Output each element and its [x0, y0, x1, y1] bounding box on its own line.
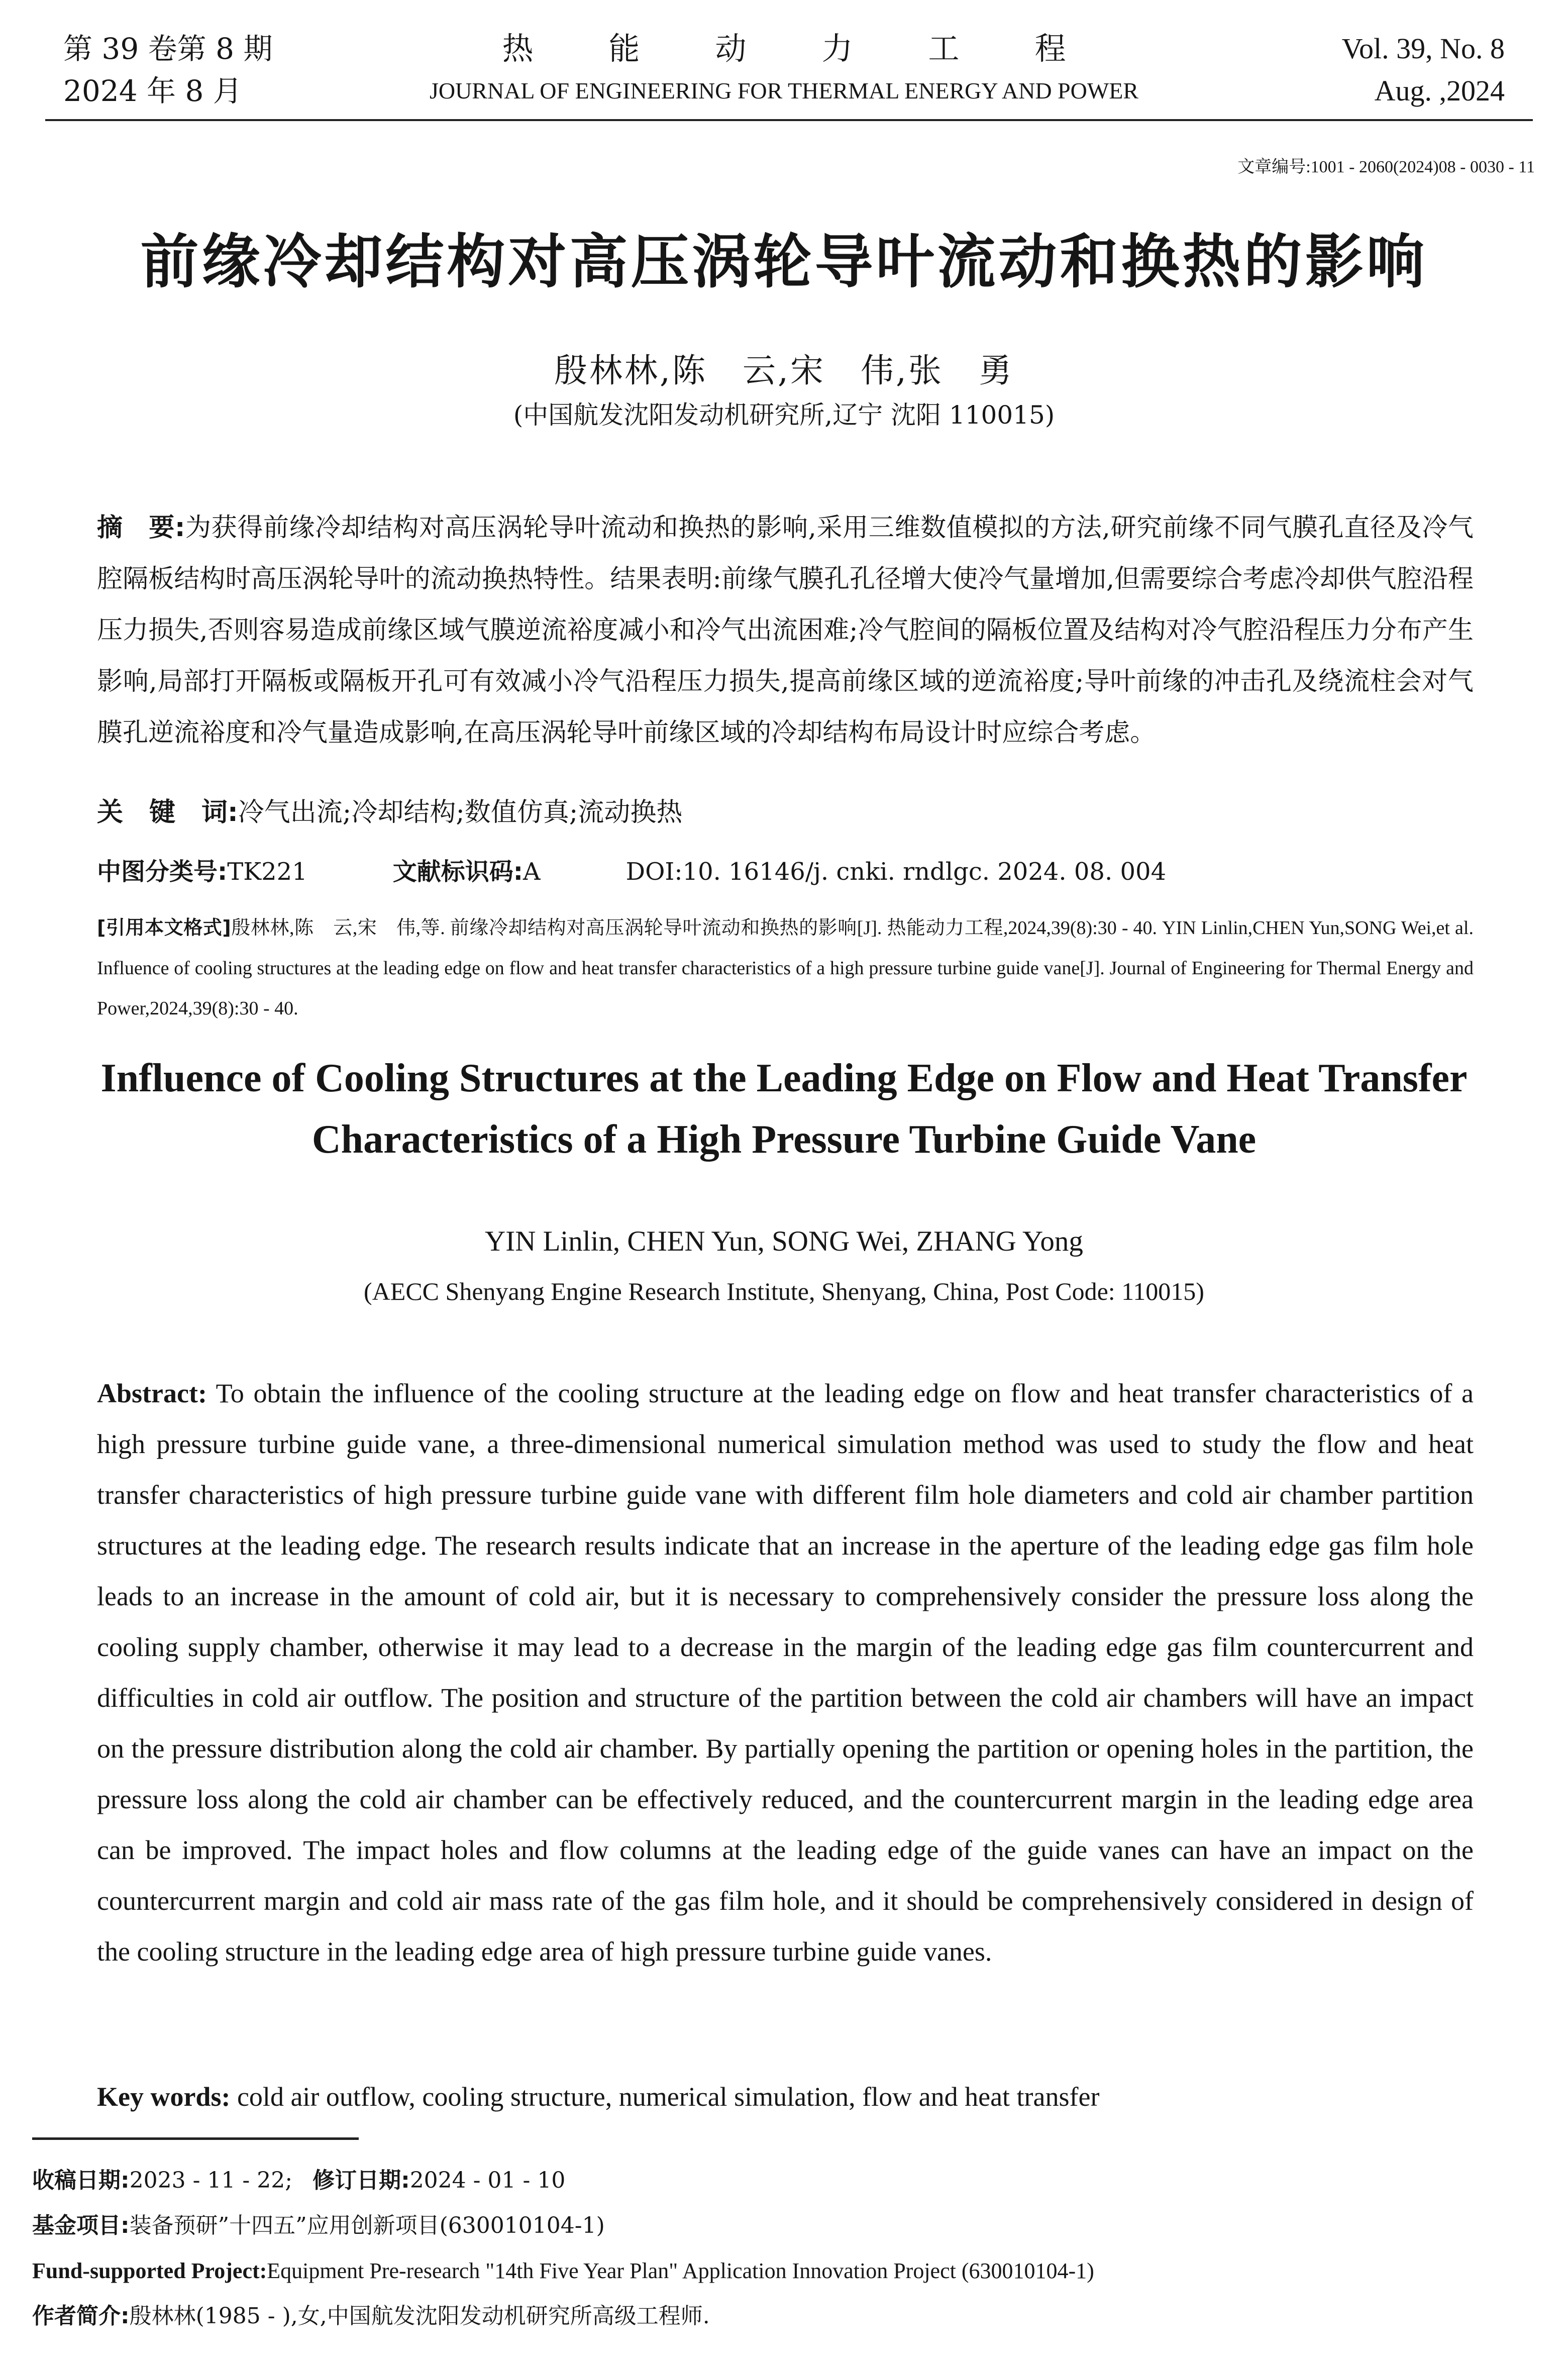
received-date: 2023 - 11 - 22; [129, 2168, 293, 2193]
doi: DOI:10. 16146/j. cnki. rndlgc. 2024. 08. 004 [625, 858, 1167, 886]
abstract-cn-text: 为获得前缘冷却结构对高压涡轮导叶流动和换热的影响,采用三维数值模拟的方法,研究前缘不同气膜孔直径及冷气腔隔板结构时高压涡轮导叶的流动换热特性。结果表明:前缘气膜孔孔径增大使冷气量增加,但需要综合考虑冷却供气腔沿程压力损失,否则容易造成前缘区域气膜逆流裕度减小和冷气出流困难;冷气腔间的隔板位置及结构对冷气腔沿程压力分布产生影响,局部打开隔板或隔板开孔可有效减小冷气沿程压力损失,提高前缘区域的逆流裕度;导叶前缘的冲击孔及绕流柱会对气膜孔逆流裕度和冷气量造成影响,在高压涡轮导叶前缘区域的冷却结构布局设计时应综合考虑。 [97, 513, 1474, 748]
fund-cn-label: 基金项目: [32, 2213, 130, 2238]
fund-en-label: Fund-supported Project: [32, 2259, 267, 2283]
keywords-cn [97, 790, 1474, 835]
journal-name-cn: 热能动力工程 [502, 30, 1141, 67]
classification-line [97, 849, 1474, 894]
clc-value: TK221 [227, 858, 307, 886]
date-en: Aug. ,2024 [1374, 74, 1505, 107]
footnote-author [32, 2296, 1539, 2336]
keywords-en-text: cold air outflow, cooling structure, numerical simulation, flow and heat transfer [237, 2082, 1100, 2112]
abstract-cn [97, 502, 1474, 759]
authors-en: YIN Linlin, CHEN Yun, SONG Wei, ZHANG Yong [485, 1225, 1083, 1257]
footnote-divider [32, 2137, 359, 2140]
keywords-cn-label: 关 键 词: [97, 797, 238, 828]
footnote-fund-cn [32, 2206, 1539, 2246]
header-divider [45, 119, 1533, 121]
affiliation-cn: (中国航发沈阳发动机研究所,辽宁 沈阳 110015) [513, 400, 1055, 430]
date-cn: 2024 年 8 月 [63, 74, 242, 108]
footnote-dates [32, 2161, 1539, 2201]
title-en: Influence of Cooling Structures at the Leading Edge on Flow and Heat Transfer Characteristics of a High Pressure Turbine Guide Vane [100, 1056, 1468, 1162]
footnote-fund-en [32, 2251, 1539, 2291]
abstract-en-text: To obtain the influence of the cooling structure at the leading edge on flow and heat transfer characteristics of a high pressure turbine guide vane, a three-dimensional numerical simulation method was used to study the flow and heat transfer characteristics of high pressure turbine guide vane with different film hole diameters and cold air chamber partition structures at the leading edge. The research results indicate that an increase in the aperture of the leading edge gas film hole leads to an increase in the amount of cold air, but it is necessary to comprehensively consider the pressure loss along the cooling supply chamber, otherwise it may lead to a decrease in the margin of the leading edge gas film countercurrent and difficulties in cold air outflow. The position and structure of the partition between the cold air chambers will have an impact on the pressure distribution along the cold air chamber. By partially opening the partition or opening holes in the partition, the pressure loss along the cold air chamber can be effectively reduced, and the countercurrent margin in the leading edge area can be improved. The impact holes and flow columns at the leading edge of the guide vanes can have an impact on the countercurrent margin and cold air mass rate of the gas film hole, and it should be comprehensively considered in design of the cooling structure in the leading edge area of high pressure turbine guide vanes. [97, 1378, 1474, 1967]
citation-format [97, 907, 1474, 1029]
title-cn: 前缘冷却结构对高压涡轮导叶流动和换热的影响 [140, 228, 1428, 296]
clc-label: 中图分类号: [97, 858, 228, 886]
citation-text: 殷林林,陈 云,宋 伟,等. 前缘冷却结构对高压涡轮导叶流动和换热的影响[J]. 热能动力工程,2024,39(8):30 - 40. YIN Linlin,CHEN Yun,SONG Wei,et al. Influence of cooling structures at the leading edge on flow and heat transfer characteristics of a high pressure turbine guide vane[J]. Journal of Engineering for Thermal Energy and Power,2024,39(8):30 - 40. [97, 917, 1474, 1019]
fund-cn-text: 装备预研”十四五”应用创新项目(630010104-1) [129, 2213, 605, 2238]
fund-en-text: Equipment Pre-research "14th Five Year Plan" Application Innovation Project (630010104-1) [267, 2259, 1094, 2283]
citation-label: [引用本文格式] [97, 916, 231, 939]
author-bio-label: 作者简介: [32, 2303, 130, 2329]
journal-name [0, 28, 1568, 112]
doc-code-label: 文献标识码: [392, 858, 523, 886]
volume-cn: 第 39 卷第 8 期 [63, 32, 273, 66]
abstract-en-label: Abstract: [97, 1378, 207, 1408]
volume-en: Vol. 39, No. 8 [1341, 32, 1505, 65]
keywords-en-label: Key words: [97, 2082, 231, 2112]
author-bio-text: 殷林林(1985 - ),女,中国航发沈阳发动机研究所高级工程师. [129, 2303, 710, 2329]
header-volume-en [1342, 28, 1505, 112]
revised-label: 修订日期: [312, 2168, 410, 2193]
doc-code-value: A [522, 858, 541, 886]
abstract-en [97, 1368, 1474, 1977]
keywords-cn-text: 冷气出流;冷却结构;数值仿真;流动换热 [238, 797, 683, 828]
received-label: 收稿日期: [32, 2168, 130, 2193]
article-number: 文章编号:1001 - 2060(2024)08 - 0030 - 11 [1237, 158, 1535, 176]
keywords-en [97, 2074, 1474, 2119]
abstract-cn-label: 摘 要: [97, 513, 185, 543]
revised-date: 2024 - 01 - 10 [409, 2168, 566, 2193]
journal-name-en: JOURNAL OF ENGINEERING FOR THERMAL ENERGY AND POWER [429, 78, 1139, 104]
authors-cn: 殷林林,陈 云,宋 伟,张 勇 [554, 351, 1014, 390]
affiliation-en: (AECC Shenyang Engine Research Institute, Shenyang, China, Post Code: 110015) [364, 1277, 1204, 1305]
